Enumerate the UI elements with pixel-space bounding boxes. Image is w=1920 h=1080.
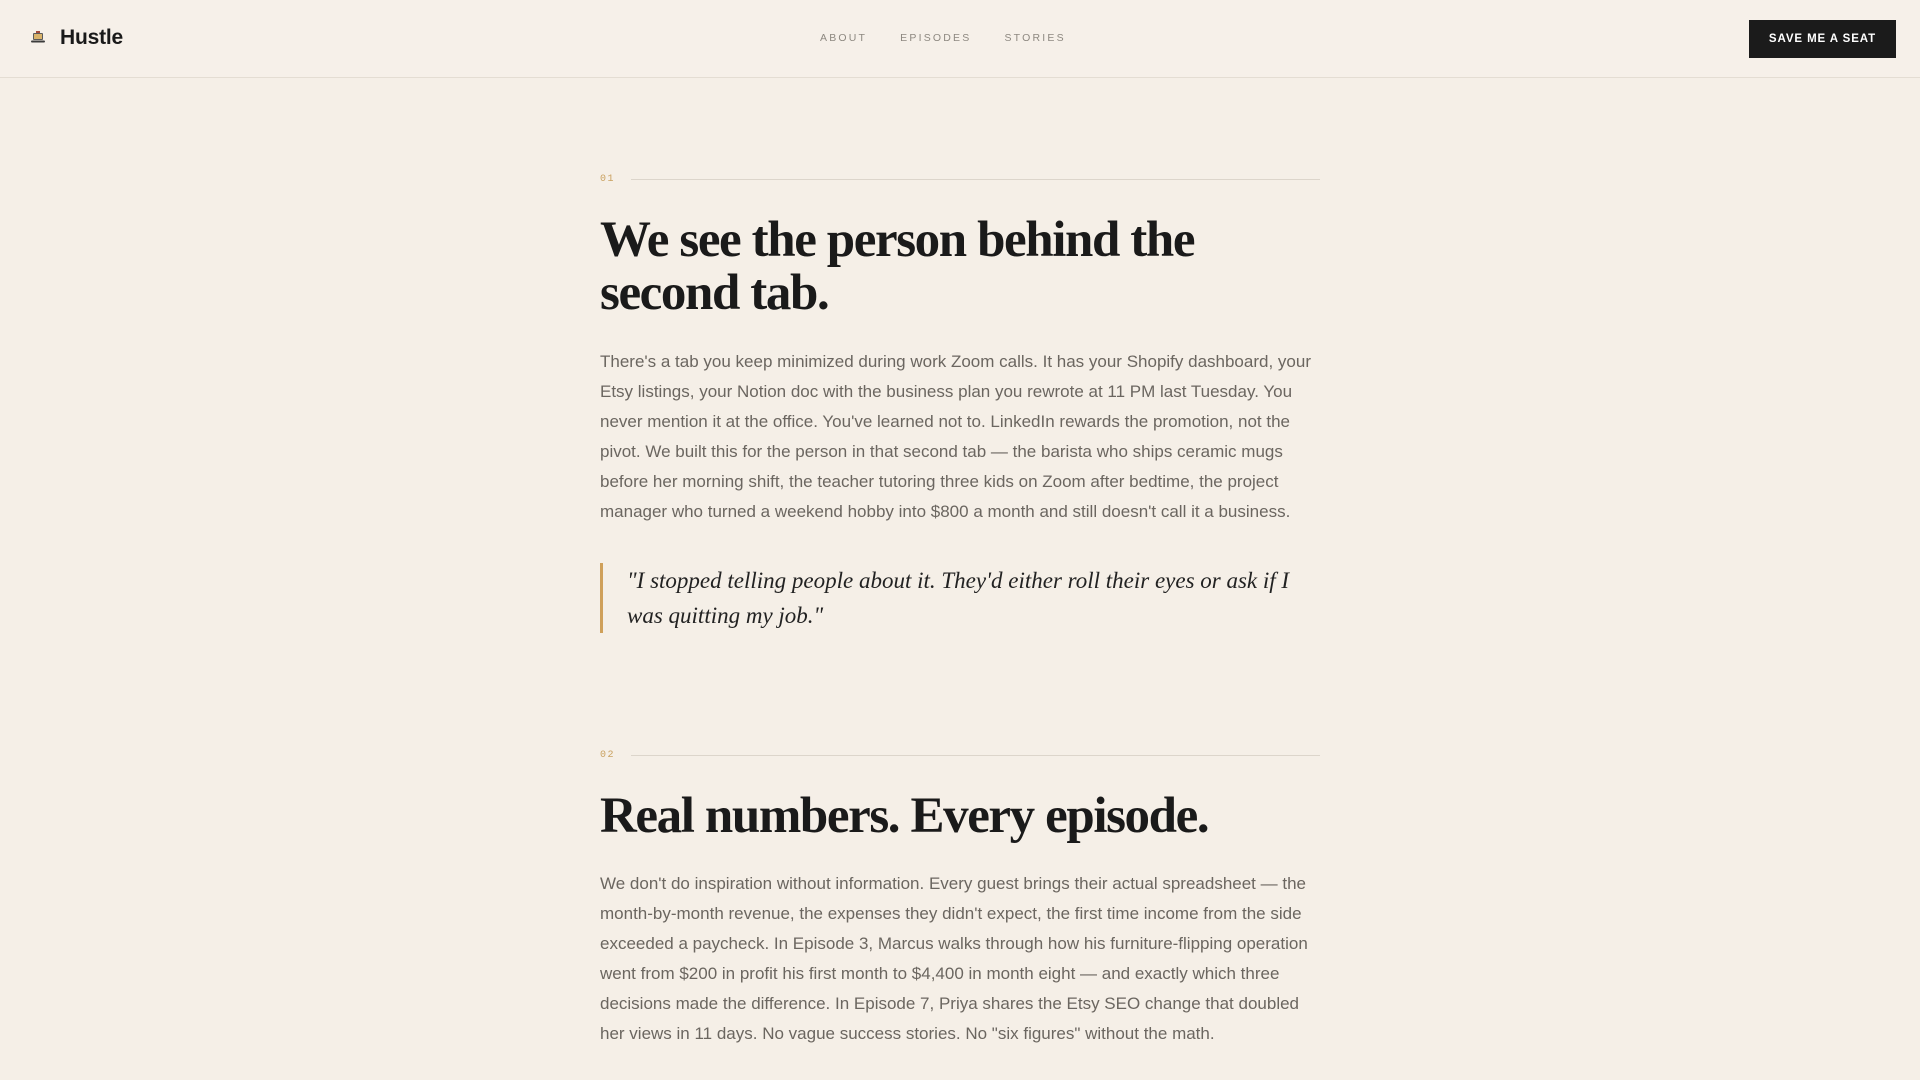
laptop-icon	[30, 31, 46, 45]
save-seat-button[interactable]: SAVE ME A SEAT	[1749, 20, 1896, 58]
main-nav	[820, 32, 1066, 44]
section-01	[600, 172, 1320, 633]
nav-link-stories[interactable]: STORIES	[1004, 32, 1066, 44]
section-body: We don't do inspiration without information. Every guest brings their actual spreadsheet — the month-by-month revenue, the expenses they didn't expect, the first time income from the side exceeded a paycheck. In Episode 3, Marcus walks through how his furniture-flipping operation went from $200 in profit his first month to $4,400 in month eight — and exactly which three decisions made the difference. In Episode 7, Priya shares the Etsy SEO change that doubled her views in 11 days. No vague success stories. No "six figures" without the math.	[600, 874, 1308, 1043]
nav-link-about[interactable]: ABOUT	[820, 32, 868, 44]
section-title: We see the person behind the second tab.	[600, 212, 1195, 321]
section-body: There's a tab you keep minimized during work Zoom calls. It has your Shopify dashboard, your Etsy listings, your Notion doc with the business plan you rewrote at 11 PM last Tuesday. You never mention it at the office. You've learned not to. LinkedIn rewards the promotion, not the pivot. We built this for the person in that second tab — the barista who ships ceramic mugs before her morning shift, the teacher tutoring three kids on Zoom after bedtime, the project manager who turned a weekend hobby into $800 a month and still doesn't call it a business.	[600, 352, 1311, 521]
section-divider	[631, 179, 1320, 180]
site-header	[0, 0, 1920, 78]
section-number: 02	[600, 749, 616, 761]
section-number: 01	[600, 173, 616, 185]
brand-logo[interactable]	[30, 26, 123, 50]
brand-name: Hustle	[60, 26, 123, 49]
section-header	[600, 748, 1320, 762]
nav-link-episodes[interactable]: EPISODES	[900, 32, 972, 44]
section-title: Real numbers. Every episode.	[600, 788, 1209, 844]
section-header	[600, 172, 1320, 186]
section-02	[600, 748, 1320, 1049]
pull-quote: "I stopped telling people about it. They'd either roll their eyes or ask if I was quitting my job."	[600, 563, 1320, 633]
section-divider	[631, 755, 1320, 756]
